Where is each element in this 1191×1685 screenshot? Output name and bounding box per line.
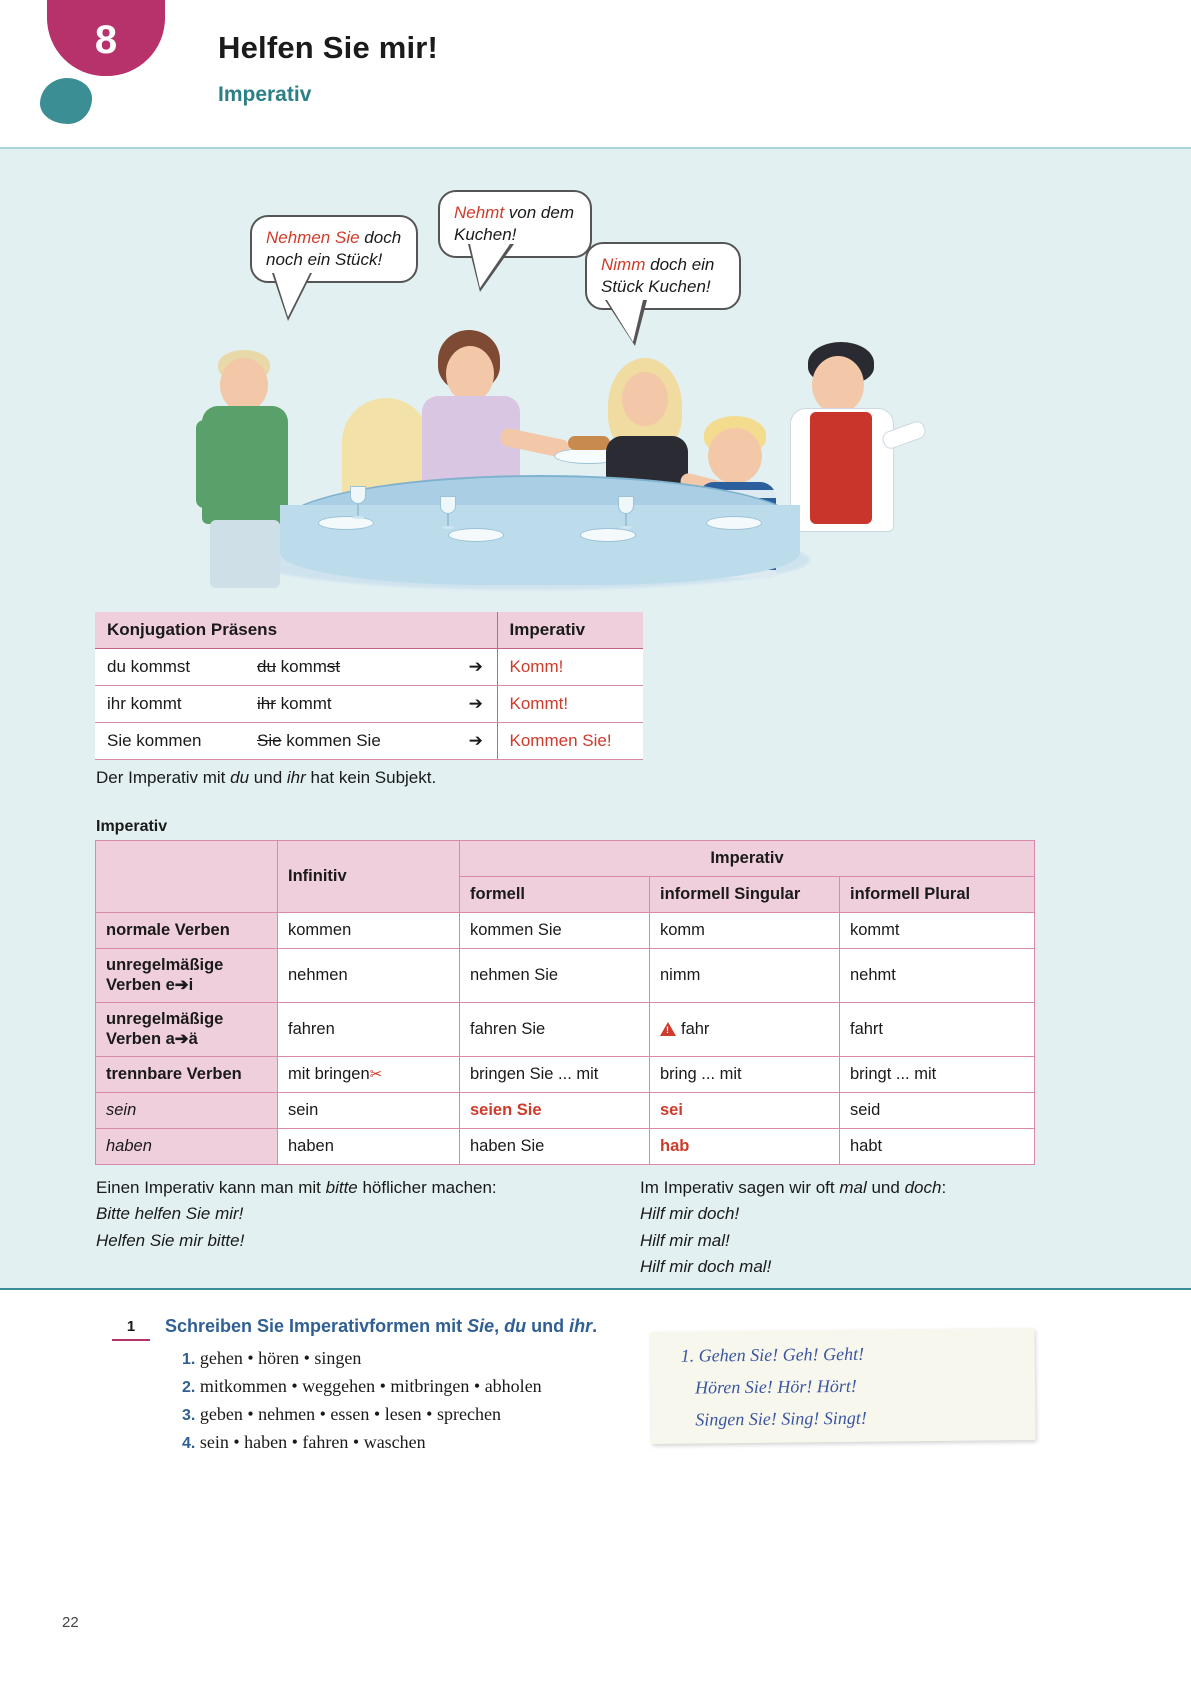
- list-item: [182, 1348, 542, 1369]
- instruction-part: und: [526, 1316, 570, 1336]
- table-konjugation-praesens: [95, 612, 643, 760]
- note-italic-du: du: [230, 768, 250, 787]
- cell-infinitiv: sein: [278, 1093, 460, 1129]
- list-item: [182, 1376, 542, 1397]
- cell-informell-plural: habt: [840, 1129, 1035, 1165]
- instruction-part: ,: [494, 1316, 505, 1336]
- note-mal-doch: [640, 1175, 1060, 1280]
- scissors-icon: ✂: [369, 1066, 383, 1083]
- speech-bubble-1-highlight: Nehmen Sie: [266, 228, 360, 247]
- note-bitte-example-2: Helfen Sie mir bitte!: [96, 1230, 245, 1250]
- imperativ-table-label: Imperativ: [96, 818, 168, 835]
- table-header-row-top: [96, 841, 1035, 877]
- header-infinitiv: Infinitiv: [278, 841, 460, 913]
- speech-bubble-1-rest: doch noch ein Stück!: [266, 228, 402, 270]
- cell-formell: haben Sie: [460, 1129, 650, 1165]
- row-category: unregelmäßige Verben e➔i: [96, 949, 278, 1003]
- cell-formell: fahren Sie: [460, 1003, 650, 1057]
- header-formell: formell: [460, 877, 650, 913]
- cell-infinitiv: fahren: [278, 1003, 460, 1057]
- instruction-part: Schreiben Sie Imperativformen mit: [165, 1316, 468, 1336]
- table-row: [96, 1093, 1035, 1129]
- note-bitte-intro: [96, 1175, 616, 1201]
- note-italic-bitte: bitte: [325, 1178, 358, 1197]
- cell-formell: kommen Sie: [460, 913, 650, 949]
- note-mal-doch-example-3: Hilf mir doch mal!: [640, 1257, 772, 1277]
- note-part: und: [249, 768, 287, 787]
- instruction-italic-du: du: [504, 1316, 527, 1336]
- cell-informell-singular: nimm: [650, 949, 840, 1003]
- section-divider: [0, 1288, 1191, 1290]
- arrow-icon: ➔: [455, 686, 497, 723]
- present-form: ihr kommt: [95, 686, 245, 723]
- struck-pronoun: du: [257, 657, 276, 676]
- header-informell-singular: informell Singular: [650, 877, 840, 913]
- speech-bubble-1: [250, 215, 418, 283]
- wine-glass: [350, 486, 366, 520]
- corner-cell: [96, 841, 278, 913]
- exercise-number: 1: [112, 1318, 150, 1341]
- cell-formell: seien Sie: [460, 1093, 650, 1129]
- struck-pronoun: ihr: [257, 694, 276, 713]
- item-number: 2.: [182, 1379, 196, 1396]
- item-number: 3.: [182, 1407, 196, 1424]
- illustration-dinner-scene: [150, 170, 940, 600]
- head: [446, 346, 494, 402]
- cell-informell-plural: fahrt: [840, 1003, 1035, 1057]
- table-row: [95, 686, 643, 723]
- page-number: 22: [62, 1614, 79, 1631]
- note-italic-doch: doch: [904, 1178, 942, 1197]
- note-part: und: [866, 1178, 905, 1197]
- table-row: [96, 913, 1035, 949]
- table-row: [96, 1003, 1035, 1057]
- torso: [202, 406, 288, 524]
- table-row: [96, 1057, 1035, 1093]
- note-part: Einen Imperativ kann man mit: [96, 1178, 326, 1197]
- note-part: hat kein Subjekt.: [305, 768, 437, 787]
- instruction-italic-ihr: ihr: [569, 1316, 593, 1336]
- present-form: Sie kommen: [95, 723, 245, 760]
- note-italic-mal: mal: [839, 1178, 867, 1197]
- cell-informell-plural: seid: [840, 1093, 1035, 1129]
- cell-infinitiv: haben: [278, 1129, 460, 1165]
- decorative-teal-blob: [40, 78, 92, 124]
- answer-line-1: 1. Gehen Sie! Geh! Geht!: [680, 1343, 865, 1366]
- wine-glass: [618, 496, 634, 530]
- wine-glass: [440, 496, 456, 530]
- cell-infinitiv: kommen: [278, 913, 460, 949]
- derivation: [245, 686, 455, 723]
- head: [622, 372, 668, 426]
- instruction-italic-sie: Sie: [467, 1316, 495, 1336]
- note-part: höflicher machen:: [357, 1178, 497, 1197]
- cell-informell-plural: bringt ... mit: [840, 1057, 1035, 1093]
- note-part: :: [941, 1178, 947, 1197]
- derivation: [245, 723, 455, 760]
- row-category: normale Verben: [96, 913, 278, 949]
- scene-drawing: [150, 320, 940, 600]
- plate: [580, 528, 636, 542]
- plate: [706, 516, 762, 530]
- item-number: 1.: [182, 1351, 196, 1368]
- imperative-form: Kommen Sie!: [497, 723, 643, 760]
- note-no-subject: [96, 768, 436, 788]
- table-imperativ-forms: [95, 840, 1035, 1165]
- cell-informell-plural: nehmt: [840, 949, 1035, 1003]
- stem: kommen Sie: [281, 731, 381, 750]
- note-italic-ihr: ihr: [286, 768, 306, 787]
- row-category: unregelmäßige Verben a➔ä: [96, 1003, 278, 1057]
- header-imperativ: Imperativ: [497, 612, 643, 649]
- list-item: [182, 1404, 542, 1425]
- chapter-number: 8: [94, 17, 118, 62]
- note-mal-doch-example-2: Hilf mir mal!: [640, 1230, 730, 1250]
- cell-formell: nehmen Sie: [460, 949, 650, 1003]
- speech-tail-1: [274, 273, 310, 317]
- speech-bubble-3-highlight: Nimm: [601, 255, 646, 274]
- table-row: [95, 649, 643, 686]
- note-mal-doch-example-1: Hilf mir doch!: [640, 1204, 740, 1224]
- list-item: [182, 1432, 542, 1453]
- instruction-part: .: [592, 1316, 598, 1336]
- item-text: mitkommen • weggehen • mitbringen • abholen: [199, 1376, 542, 1396]
- speech-bubble-2-rest: von dem Kuchen!: [454, 203, 575, 245]
- arrow-icon: ➔: [455, 723, 497, 760]
- note-bitte-example-1: Bitte helfen Sie mir!: [96, 1204, 244, 1224]
- stem: komm: [275, 657, 327, 676]
- cell-formell: bringen Sie ... mit: [460, 1057, 650, 1093]
- page-subtitle: Imperativ: [218, 83, 312, 106]
- item-number: 4.: [182, 1435, 196, 1452]
- header-informell-plural: informell Plural: [840, 877, 1035, 913]
- speech-tail-2: [470, 244, 510, 288]
- vest: [810, 412, 872, 524]
- cell-infinitiv: nehmen: [278, 949, 460, 1003]
- exercise-instruction: [165, 1316, 597, 1337]
- row-category: trennbare Verben: [96, 1057, 278, 1093]
- exercise-item-list: [182, 1348, 542, 1460]
- item-text: geben • nehmen • essen • lesen • sprechen: [199, 1404, 501, 1424]
- warning-triangle-icon: [660, 1022, 676, 1036]
- derivation: [245, 649, 455, 686]
- head: [812, 356, 864, 414]
- item-text: sein • haben • fahren • waschen: [199, 1432, 426, 1452]
- cell-infinitiv: [278, 1057, 460, 1093]
- cell-informell-singular: sei: [650, 1093, 840, 1129]
- cell-informell-singular: hab: [650, 1129, 840, 1165]
- speech-bubble-2: [438, 190, 592, 258]
- arrow-icon: ➔: [455, 649, 497, 686]
- plate: [448, 528, 504, 542]
- header-imperativ-group: Imperativ: [460, 841, 1035, 877]
- item-text: gehen • hören • singen: [199, 1348, 362, 1368]
- page-header: [0, 0, 1191, 150]
- table-row: [96, 949, 1035, 1003]
- trousers: [210, 520, 280, 588]
- speech-bubble-2-highlight: Nehmt: [454, 203, 505, 222]
- stem: kommt: [275, 694, 332, 713]
- cell-informell-singular: bring ... mit: [650, 1057, 840, 1093]
- answer-example-card: [650, 1328, 1035, 1444]
- row-category: sein: [96, 1093, 278, 1129]
- note-mal-doch-intro: [640, 1175, 1060, 1201]
- table-header-row: [95, 612, 643, 649]
- cell-informell-singular: [650, 1003, 840, 1057]
- cell-informell-singular-text: fahr: [681, 1020, 710, 1038]
- present-form: du kommst: [95, 649, 245, 686]
- table-row: [96, 1129, 1035, 1165]
- head: [220, 358, 268, 412]
- row-category: haben: [96, 1129, 278, 1165]
- cell-informell-singular: komm: [650, 913, 840, 949]
- header-konjugation-praesens: Konjugation Präsens: [95, 612, 497, 649]
- imperative-form: Kommt!: [497, 686, 643, 723]
- note-part: Im Imperativ sagen wir oft: [640, 1178, 840, 1197]
- arm: [196, 420, 214, 508]
- note-part: Der Imperativ mit: [96, 768, 231, 787]
- cell-informell-plural: kommt: [840, 913, 1035, 949]
- speech-bubble-3-rest: doch ein Stück Kuchen!: [601, 255, 715, 297]
- head: [708, 428, 762, 484]
- struck-pronoun: Sie: [257, 731, 282, 750]
- answer-line-3: Singen Sie! Sing! Singt!: [695, 1407, 867, 1430]
- note-bitte: [96, 1175, 616, 1254]
- imperative-form: Komm!: [497, 649, 643, 686]
- table-row: [95, 723, 643, 760]
- speech-bubble-3: [585, 242, 741, 310]
- struck-ending: st: [326, 657, 341, 676]
- cell-infinitiv-text: mit bringen: [288, 1065, 370, 1083]
- answer-line-2: Hören Sie! Hör! Hört!: [694, 1375, 857, 1398]
- page-title: Helfen Sie mir!: [218, 30, 439, 65]
